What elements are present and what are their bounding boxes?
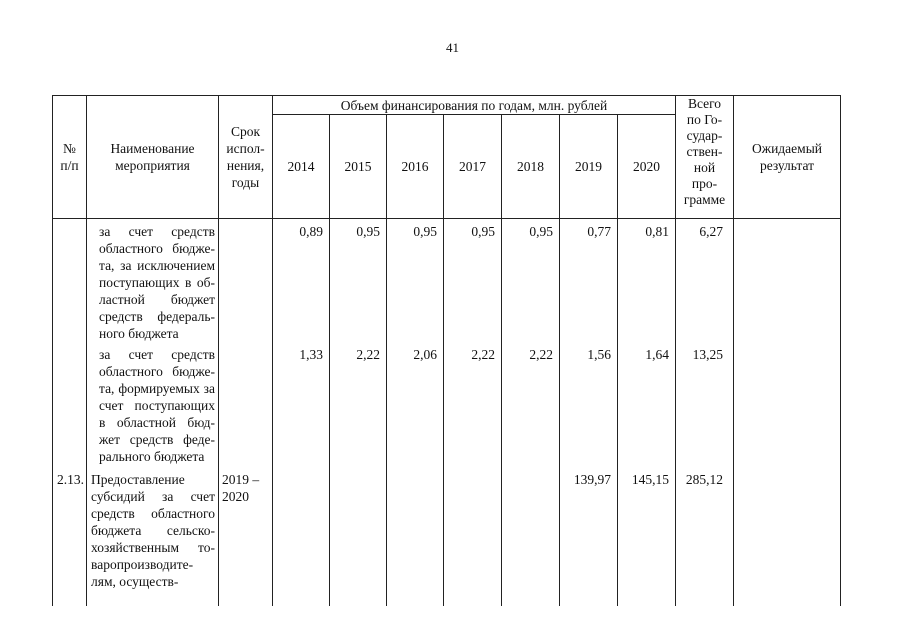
row-value: 0,89 — [273, 219, 330, 343]
header-funding: Объем финансирования по годам, млн. рублей — [273, 96, 676, 115]
row-value: 0,95 — [387, 219, 444, 343]
row-code: 2.13. — [53, 465, 87, 606]
header-year: 2014 — [273, 115, 330, 219]
row-value: 1,56 — [560, 342, 618, 465]
row-value: 1,64 — [618, 342, 676, 465]
header-year: 2020 — [618, 115, 676, 219]
page-number: 41 — [446, 40, 459, 55]
row-total: 285,12 — [676, 465, 734, 606]
row-result — [734, 465, 841, 606]
header-name: Наименование мероприятия — [87, 96, 219, 219]
header-year: 2015 — [330, 115, 387, 219]
row-code — [53, 342, 87, 465]
row-value: 0,81 — [618, 219, 676, 343]
row-value: 0,95 — [444, 219, 502, 343]
row-value — [330, 465, 387, 606]
row-term — [219, 342, 273, 465]
row-value: 2,22 — [330, 342, 387, 465]
row-value — [502, 465, 560, 606]
row-total: 6,27 — [676, 219, 734, 343]
table-row — [53, 219, 841, 343]
header-result: Ожидаемый результат — [734, 96, 841, 219]
header-total: Всего по Го- судар- ствен- ной про- грамме — [676, 96, 734, 219]
row-result — [734, 342, 841, 465]
table-row — [53, 342, 841, 465]
row-name: за счет средств областного бюдже-та, формируемых за счет поступающих в областной бюд-жет средств феде-рального бюджета — [87, 342, 219, 465]
row-result — [734, 219, 841, 343]
row-value — [387, 465, 444, 606]
row-term: 2019 – 2020 — [219, 465, 273, 606]
row-value — [273, 465, 330, 606]
header-year: 2019 — [560, 115, 618, 219]
header-year: 2018 — [502, 115, 560, 219]
row-name: за счет средств областного бюдже-та, за исключением поступающих в об-ластной бюджет средств федераль-ного бюджета — [87, 219, 219, 343]
row-value: 2,06 — [387, 342, 444, 465]
row-code — [53, 219, 87, 343]
row-value: 0,95 — [502, 219, 560, 343]
row-value: 0,95 — [330, 219, 387, 343]
row-value: 139,97 — [560, 465, 618, 606]
financing-table — [52, 95, 841, 606]
row-total: 13,25 — [676, 342, 734, 465]
header-year: 2016 — [387, 115, 444, 219]
table-row — [53, 465, 841, 606]
row-value: 145,15 — [618, 465, 676, 606]
row-term — [219, 219, 273, 343]
header-number: № п/п — [53, 96, 87, 219]
row-name: Предоставление субсидий за счет средств областного бюджета сельско-хозяйственным то-варопроизводите-лям, осуществ- — [87, 465, 219, 606]
row-value: 1,33 — [273, 342, 330, 465]
header-year: 2017 — [444, 115, 502, 219]
header-term: Срок испол- нения, годы — [219, 96, 273, 219]
row-value — [444, 465, 502, 606]
row-value: 2,22 — [444, 342, 502, 465]
row-value: 2,22 — [502, 342, 560, 465]
row-value: 0,77 — [560, 219, 618, 343]
